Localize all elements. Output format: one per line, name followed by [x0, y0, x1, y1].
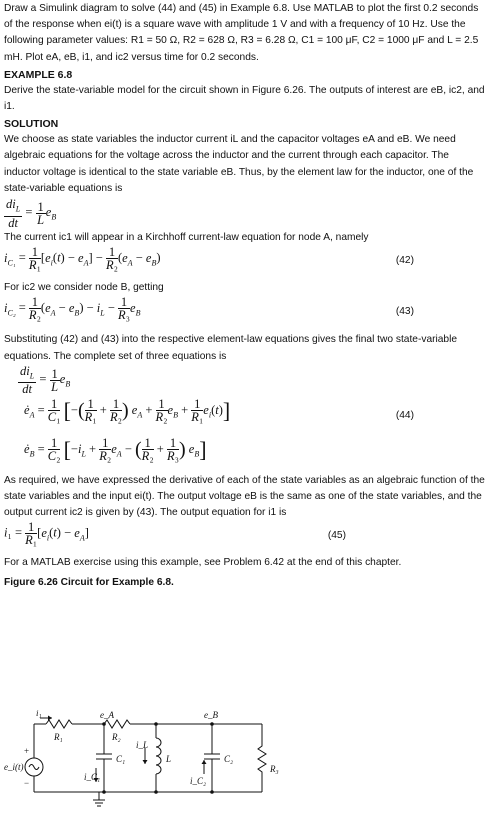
equation-44-block: $\frac{di_L}{dt}$ = $\frac{1}{L}$ $e_B$ $ė_A$ = $\frac{1}{\text{C₁}}$ [−( $\frac{1}{\text{R₁}}$ + $\frac{1}{\text{R₂}}$ ) $e_A$ + $\frac{1}{\text{R₂}}$ $e_B$ + $\frac{1}{\text{R₁}}$ $e_i(t)$] (44) $ė_B$ = $\frac{1}{\text{C₂}}$ [$-i_L$ + $\frac{1}{\text{R₂}}$ $e_A$ − ( $\frac{1}{\text{R₂}}$ + $\frac{1}{\text{R₃}}$ ) $e_B$]	[20, 363, 414, 464]
equation-42: $i_{C_1}$ = $\frac{1}{\text{R₁}}$ $[e_i(t) - e_A]$ − $\frac{1}{\text{R₂}}$ $(e_A - e_B)$ (42)	[4, 245, 414, 273]
equation-44-number: (44)	[395, 409, 414, 421]
circuit-diagram	[4, 710, 304, 815]
ic2-paragraph: For ic2 we consider node B, getting	[4, 282, 164, 294]
label-ic2: i_C₂	[190, 776, 207, 786]
label-R1: R₁	[54, 732, 63, 742]
equation-45: i₁ = $\frac{1}{\text{R₁}}$ $[e_i(t) - e_A]$ (45)	[4, 520, 346, 548]
equation-il: $\frac{di_L}{dt}$ = $\frac{1}{L}$ $e_B$	[6, 197, 57, 230]
solution-paragraph-2: Substituting (42) and (43) into the respective element-law equations gives the final two state-variable equations. The complete set of three equations is	[4, 334, 458, 362]
label-ei: e_i(t)	[4, 762, 24, 772]
equation-43-number: (43)	[395, 306, 414, 318]
label-L: L	[166, 754, 172, 764]
solution-paragraph-1: We choose as state variables the inductor current iL and the capacitor voltages eA and eB. We need algebraic equations for the voltage across the inductor and the current through each capacitor. The inductor voltage is identical to the state variable eB. Thus, by the element law for the inductor, one of the state-variable equations is	[4, 134, 474, 194]
label-R2: R₂	[112, 732, 121, 742]
label-minus: −	[24, 778, 30, 788]
closing-paragraph: For a MATLAB exercise using this example, see Problem 6.42 at the end of this chapter.	[4, 557, 402, 569]
equation-42-number: (42)	[395, 255, 414, 267]
label-R3: R₃	[270, 764, 279, 774]
label-iL: i_L	[136, 740, 149, 750]
label-C2: C₂	[224, 754, 234, 764]
label-plus: +	[24, 746, 30, 756]
label-C1: C₁	[116, 754, 126, 764]
ic1-paragraph: The current ic1 will appear in a Kirchhoff current-law equation for node A, namely	[4, 232, 369, 244]
document-page	[4, 0, 486, 591]
solution-paragraph-3: As required, we have expressed the derivative of each of the state variables as an algebraic function of the state variables and the input ei(t). The output voltage eB is the same as one of the state variables, and the output current ic2 is given by (43). The output equation for i1 is	[4, 474, 485, 519]
label-ic1: i_C₁	[84, 772, 101, 782]
equation-43: $i_{C_2}$ = $\frac{1}{\text{R₂}}$ $(e_A - e_B) - i_L$ − $\frac{1}{\text{R₃}}$ $e_B$ (43)	[4, 295, 414, 323]
figure-caption: Figure 6.26 Circuit for Example 6.8.	[4, 576, 174, 588]
label-eA: e_A	[100, 710, 114, 720]
equation-45-number: (45)	[327, 530, 346, 542]
label-eB: e_B	[204, 710, 218, 720]
example-heading: EXAMPLE 6.8	[4, 68, 73, 81]
example-paragraph: Derive the state-variable model for the circuit shown in Figure 6.26. The outputs of interest are eB, ic2, and i1.	[4, 84, 485, 113]
solution-heading: SOLUTION	[4, 118, 59, 131]
intro-paragraph: Draw a Simulink diagram to solve (44) and (45) in Example 6.8. Use MATLAB to plot the first 0.2 seconds of the response when ei(t) is a square wave with amplitude 1 V and with a frequency of 10 Hz. Use the following parameter values: R1 = 50 Ω, R2 = 628 Ω, R3 = 6.28 Ω, C1 = 100 μF, C2 = 1000 μF and L = 2.5 mH. Plot eA, eB, i1, and ic2 versus time for 0.2 seconds.	[4, 3, 479, 63]
label-i1: i₁	[36, 710, 42, 718]
